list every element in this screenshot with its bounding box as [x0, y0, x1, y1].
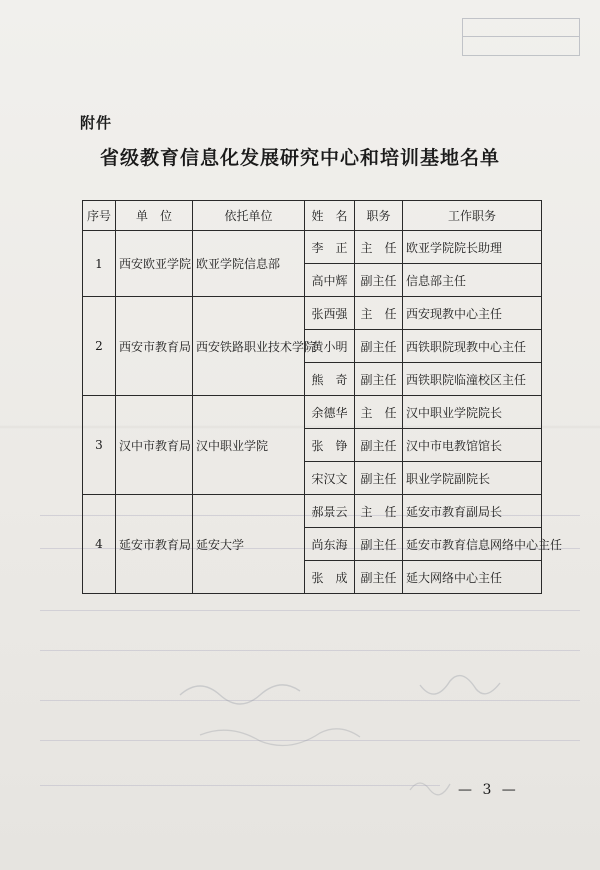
job-cell: 职业学院副院长 [403, 462, 542, 495]
role-cell: 副主任 [355, 429, 403, 462]
bleed-line [40, 610, 580, 611]
name-cell: 尚东海 [305, 528, 355, 561]
role-cell: 主 任 [355, 396, 403, 429]
role-cell: 副主任 [355, 561, 403, 594]
name-cell: 黄小明 [305, 330, 355, 363]
job-cell: 信息部主任 [403, 264, 542, 297]
job-cell: 延安市教育副局长 [403, 495, 542, 528]
unit-cell: 延安市教育局 [116, 495, 193, 594]
row-number: 3 [83, 396, 116, 495]
name-cell: 余德华 [305, 396, 355, 429]
job-cell: 汉中职业学院院长 [403, 396, 542, 429]
col-header-name: 姓 名 [305, 201, 355, 231]
name-cell: 高中辉 [305, 264, 355, 297]
name-cell: 张 铮 [305, 429, 355, 462]
unit-cell: 西安欧亚学院 [116, 231, 193, 297]
row-number: 2 [83, 297, 116, 396]
name-cell: 宋汉文 [305, 462, 355, 495]
page-number: — 3 — [458, 782, 519, 798]
job-cell: 欧亚学院院长助理 [403, 231, 542, 264]
table-row [83, 297, 542, 330]
host-cell: 汉中职业学院 [193, 396, 305, 495]
role-cell: 主 任 [355, 231, 403, 264]
roster-table [82, 200, 563, 594]
host-cell: 欧亚学院信息部 [193, 231, 305, 297]
col-header-no: 序号 [83, 201, 116, 231]
table-row [83, 396, 542, 429]
receipt-stamp [462, 18, 580, 56]
name-cell: 熊 奇 [305, 363, 355, 396]
table-row [83, 495, 542, 528]
table-header-row [83, 201, 542, 231]
name-cell: 李 正 [305, 231, 355, 264]
bleed-line [40, 650, 580, 651]
role-cell: 主 任 [355, 495, 403, 528]
table-row [83, 231, 542, 264]
job-cell: 汉中市电教馆馆长 [403, 429, 542, 462]
host-cell: 延安大学 [193, 495, 305, 594]
col-header-unit: 单 位 [116, 201, 193, 231]
col-header-host: 依托单位 [193, 201, 305, 231]
name-cell: 郝景云 [305, 495, 355, 528]
name-cell: 张 成 [305, 561, 355, 594]
attachment-label: 附件 [80, 114, 113, 132]
job-cell: 西铁职院临潼校区主任 [403, 363, 542, 396]
job-cell: 西铁职院现教中心主任 [403, 330, 542, 363]
role-cell: 副主任 [355, 462, 403, 495]
row-number: 1 [83, 231, 116, 297]
name-cell: 张西强 [305, 297, 355, 330]
job-cell: 西安现教中心主任 [403, 297, 542, 330]
role-cell: 主 任 [355, 297, 403, 330]
role-cell: 副主任 [355, 363, 403, 396]
job-cell: 延安市教育信息网络中心主任 [403, 528, 542, 561]
role-cell: 副主任 [355, 264, 403, 297]
row-number: 4 [83, 495, 116, 594]
col-header-job: 工作职务 [403, 201, 542, 231]
page-title: 省级教育信息化发展研究中心和培训基地名单 [99, 147, 500, 169]
role-cell: 副主任 [355, 330, 403, 363]
unit-cell: 汉中市教育局 [116, 396, 193, 495]
job-cell: 延大网络中心主任 [403, 561, 542, 594]
unit-cell: 西安市教育局 [116, 297, 193, 396]
col-header-role: 职务 [355, 201, 403, 231]
host-cell: 西安铁路职业技术学院 [193, 297, 305, 396]
role-cell: 副主任 [355, 528, 403, 561]
